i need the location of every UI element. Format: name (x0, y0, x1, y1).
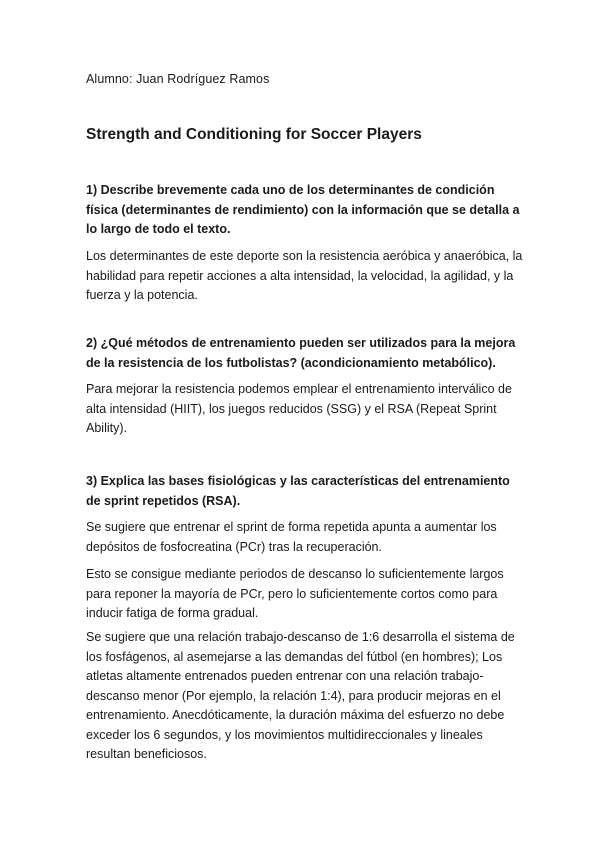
author-line: Alumno: Juan Rodríguez Ramos (86, 72, 270, 86)
answer-1-paragraph: Los determinantes de este deporte son la resistencia aeróbica y anaeróbica, la habilidad para repetir acciones a alta intensidad, la velocidad, la agilidad, y la fuerza y la potencia. (86, 249, 523, 302)
answer-2-paragraph: Para mejorar la resistencia podemos emplear el entrenamiento interválico de alta intensidad (HIIT), los juegos reducidos (SSG) y el RSA (Repeat Sprint Ability). (86, 382, 512, 435)
answer-3-paragraph-2: Esto se consigue mediante periodos de descanso lo suficientemente largos para reponer la mayoría de PCr, pero lo suficientemente cortos como para inducir fatiga de forma gradual. (86, 567, 504, 620)
answer-3-paragraph-1: Se sugiere que entrenar el sprint de forma repetida apunta a aumentar los depósitos de fosfocreatina (PCr) tras la recuperación. (86, 520, 497, 554)
answer-3-paragraph-3: Se sugiere que una relación trabajo-descanso de 1:6 desarrolla el sistema de los fosfágenos, al asemejarse a las demandas del fútbol (en hombres); Los atletas altamente entrenados pueden entrenar con una relación trabajo-descanso menor (Por ejemplo, la relación 1:4), para producir mejoras en el entrenamiento. Anecdóticamente, la duración máxima del esfuerzo no debe exceder los 6 segundos, y los movimientos multidireccionales y lineales resultan beneficiosos. (86, 630, 515, 761)
question-1: 1) Describe brevemente cada uno de los determinantes de condición física (determinantes de rendimiento) con la información que se detalla a lo largo de todo el texto. (86, 183, 520, 236)
document-title: Strength and Conditioning for Soccer Players (86, 126, 422, 143)
question-2: 2) ¿Qué métodos de entrenamiento pueden ser utilizados para la mejora de la resistencia de los futbolistas? (acondicionamiento metabólico). (86, 336, 516, 370)
question-3: 3) Explica las bases fisiológicas y las características del entrenamiento de sprint repetidos (RSA). (86, 474, 510, 508)
